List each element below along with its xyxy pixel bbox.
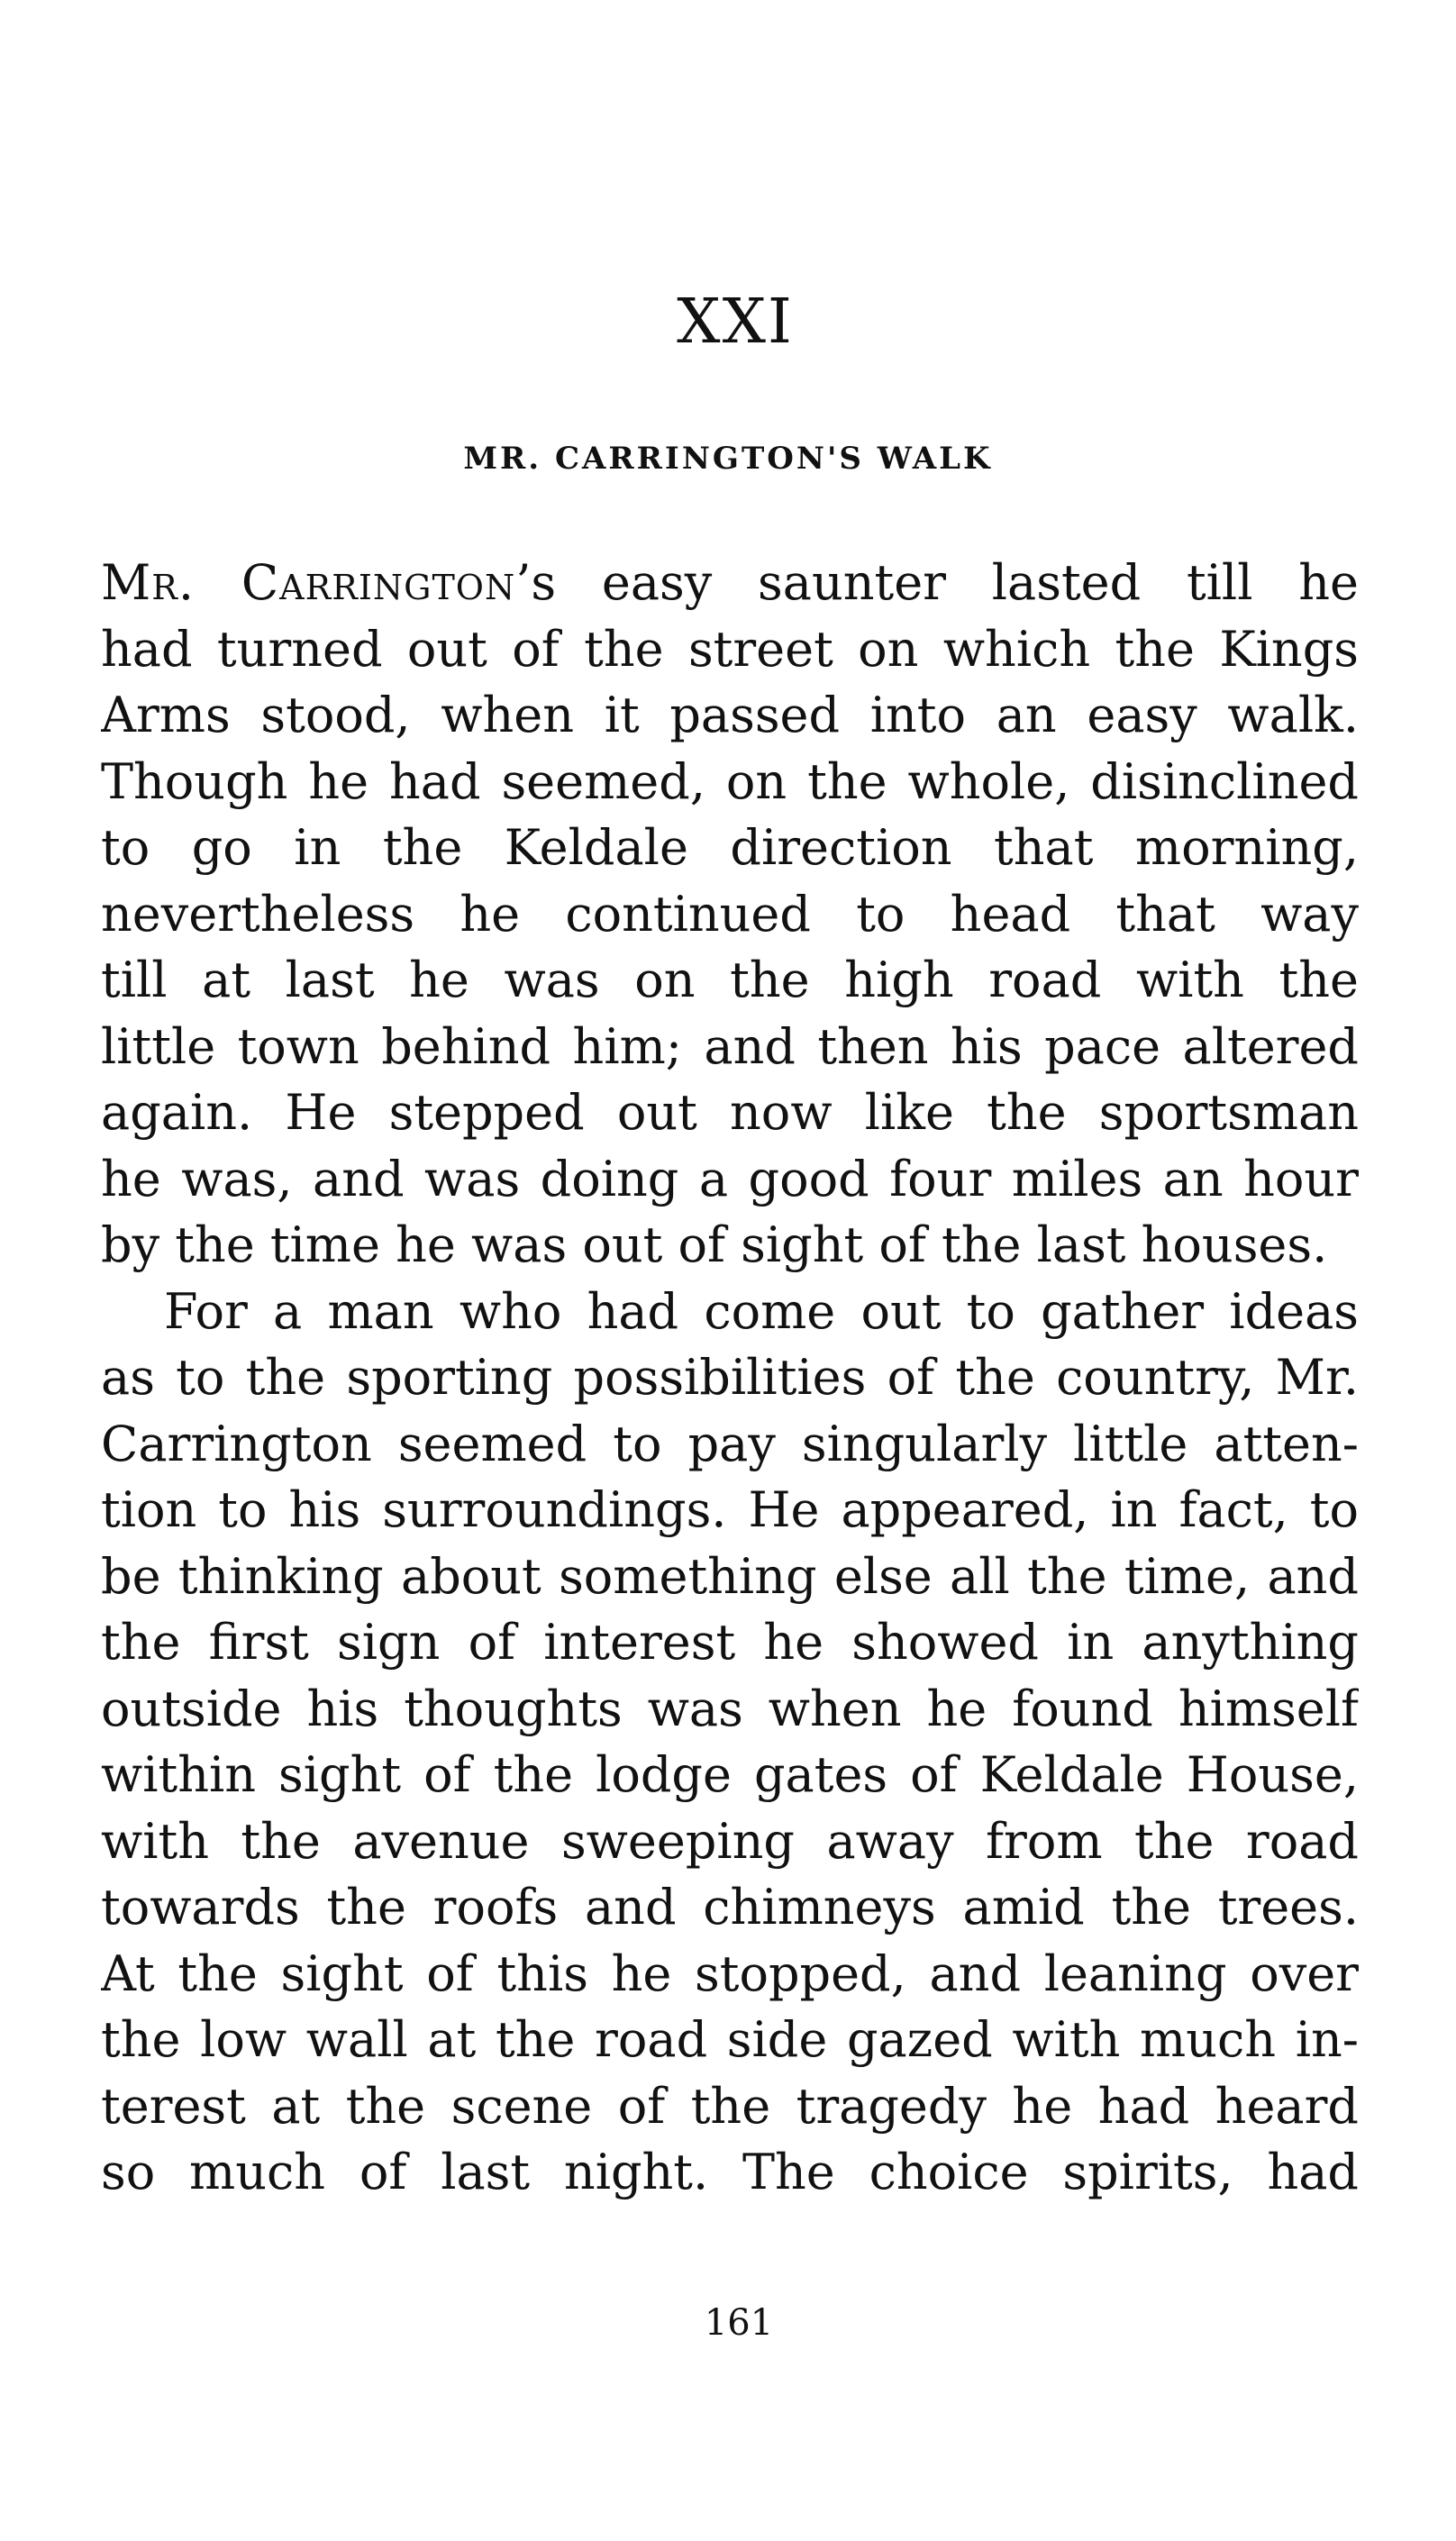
- text-line: so much of last night. The choice spirits, had: [101, 2144, 1359, 2200]
- page-number: 161: [704, 2302, 774, 2344]
- text-line: the first sign of interest he showed in anything: [101, 1614, 1359, 1671]
- text-line: Carrington seemed to pay singularly little atten-: [101, 1415, 1359, 1472]
- text-line: terest at the scene of the tragedy he had heard: [101, 2077, 1359, 2135]
- text-line: For a man who had come out to gather ideas: [164, 1282, 1359, 1340]
- text-line: be thinking about something else all the time, and: [101, 1547, 1359, 1605]
- text-line: by the time he was out of sight of the last houses.: [101, 1216, 1328, 1273]
- text-line: the low wall at the road side gazed with much in-: [101, 2011, 1359, 2068]
- text-line: had turned out of the street on which the Kings: [101, 620, 1359, 678]
- chapter-title: MR. CARRINGTON'S WALK: [463, 441, 993, 477]
- text-line: [101, 550, 1359, 616]
- text-line: he was, and was doing a good four miles an hour: [101, 1150, 1359, 1207]
- lead-in-smallcaps: Mr. Carrington: [101, 554, 516, 611]
- text-line: again. He stepped out now like the sportsman: [101, 1084, 1359, 1141]
- chapter-number: XXI: [677, 287, 794, 358]
- text-line: to go in the Keldale direction that morning,: [101, 819, 1359, 876]
- text-line: tion to his surroundings. He appeared, in fact, to: [101, 1481, 1359, 1538]
- text-line: with the avenue sweeping away from the road: [101, 1812, 1359, 1870]
- text-line: till at last he was on the high road with the: [101, 952, 1359, 1008]
- text-line: towards the roofs and chimneys amid the trees.: [101, 1879, 1359, 1935]
- text-line: little town behind him; and then his pace altered: [101, 1017, 1359, 1075]
- text-line: Arms stood, when it passed into an easy walk.: [101, 687, 1359, 743]
- text-line: At the sight of this he stopped, and leaning over: [101, 1944, 1359, 2002]
- text-line: as to the sporting possibilities of the country, Mr.: [101, 1349, 1359, 1406]
- text-line: Though he had seemed, on the whole, disinclined: [101, 752, 1359, 810]
- text-line: nevertheless he continued to head that way: [101, 885, 1359, 943]
- body-text: [101, 550, 1359, 2206]
- text-line: outside his thoughts was when he found himself: [101, 1680, 1359, 1737]
- text-line-content: ’s easy saunter lasted till he: [515, 554, 1359, 611]
- text-line: within sight of the lodge gates of Keldale House,: [101, 1746, 1359, 1803]
